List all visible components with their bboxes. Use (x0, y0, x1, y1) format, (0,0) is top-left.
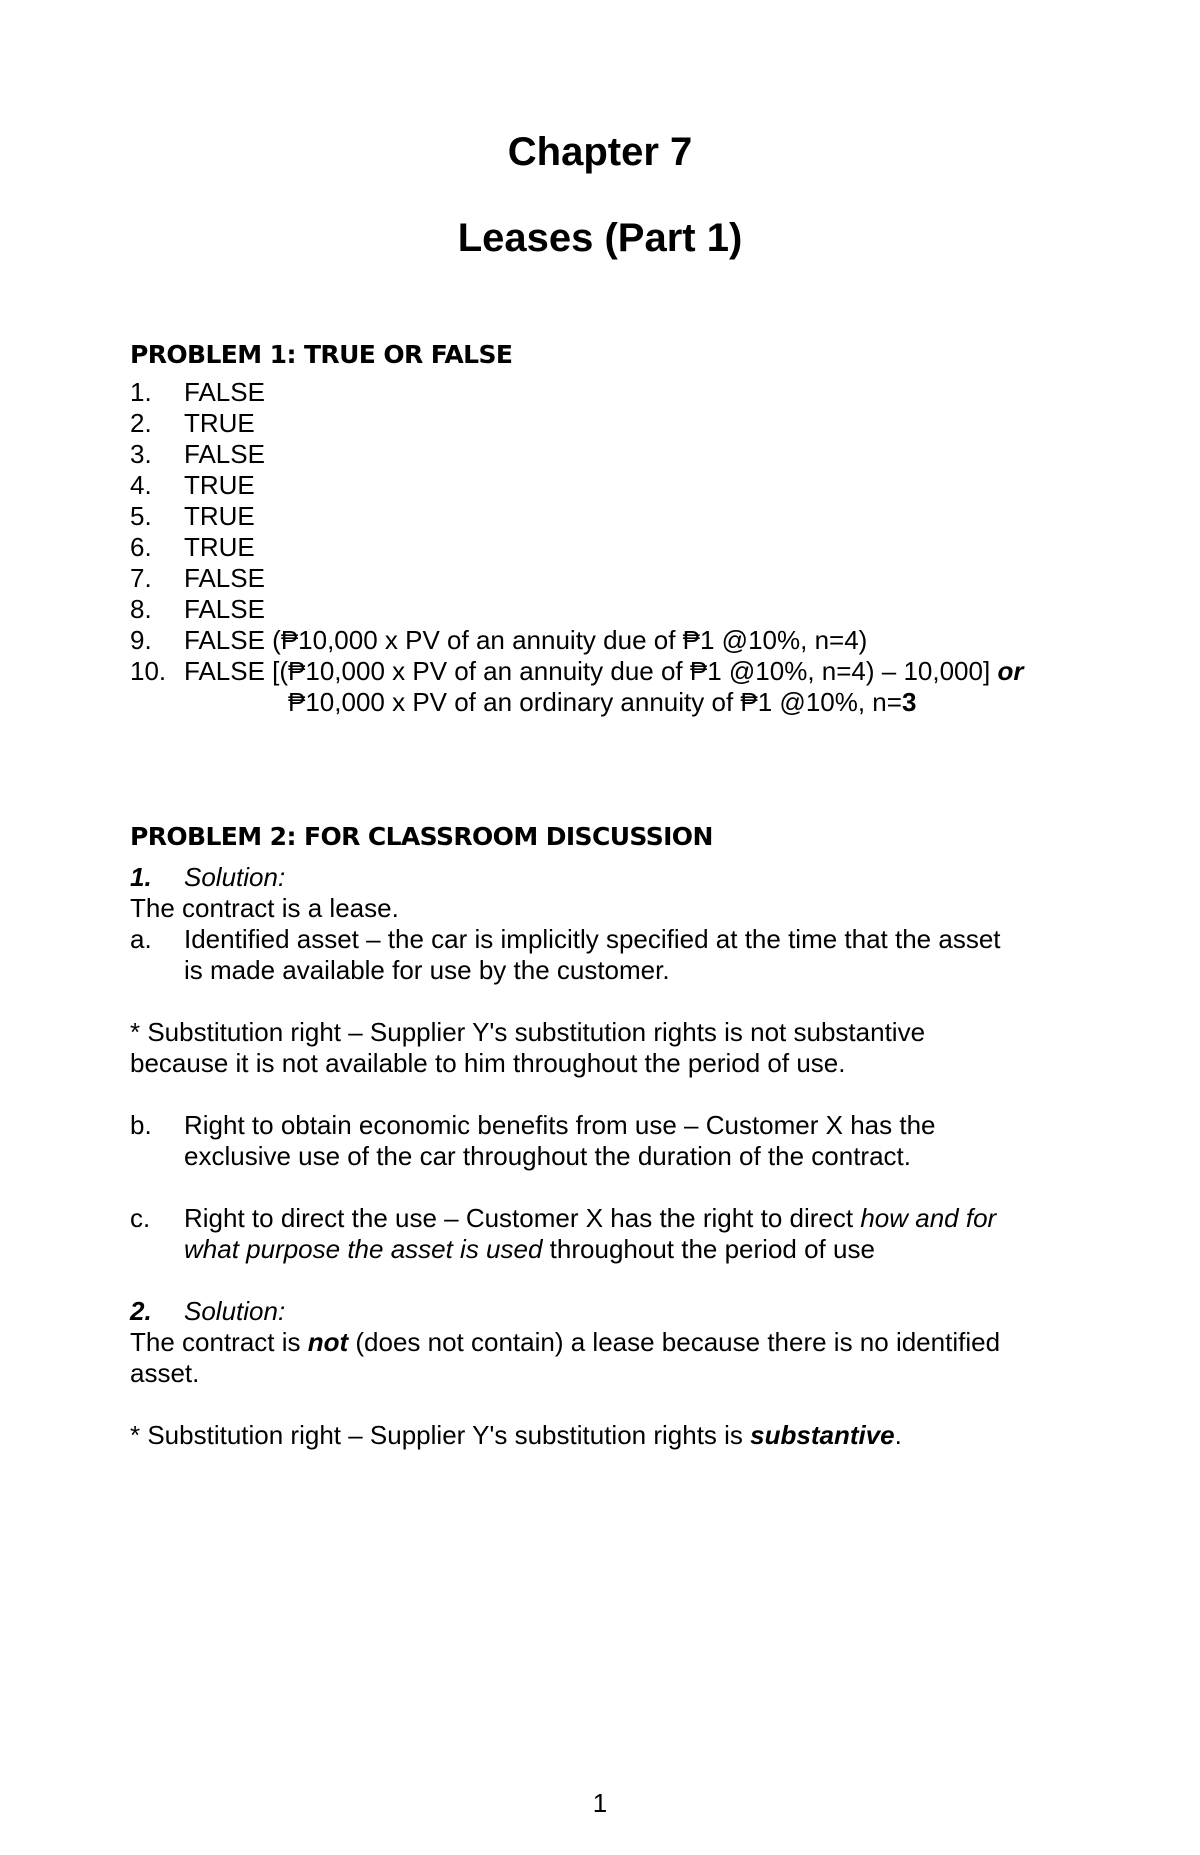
answer-item: 4. TRUE (130, 470, 255, 500)
answer-continuation: ₱10,000 x PV of an ordinary annuity of ₱1 @10%, n=3 (288, 687, 917, 717)
q1-conclusion: The contract is a lease. (130, 893, 399, 923)
q2-conclusion-continuation: asset. (130, 1358, 200, 1388)
answer-item: 5. TRUE (130, 501, 255, 531)
q2-conclusion: The contract is not (does not contain) a lease because there is no identified (130, 1327, 1001, 1357)
answer-item: 9. FALSE (₱10,000 x PV of an annuity due of ₱1 @10%, n=4) (130, 625, 868, 655)
q2-note: * Substitution right – Supplier Y's substitution rights is substantive. (130, 1420, 902, 1450)
q1-item-c: c. Right to direct the use – Customer X has the right to direct how and for (130, 1203, 997, 1233)
q1-note-line: * Substitution right – Supplier Y's substitution rights is not substantive (130, 1017, 926, 1047)
q1-item-a: a. Identified asset – the car is implicitly specified at the time that the asset (130, 924, 1001, 954)
q1-solution-label: 1. Solution: (130, 862, 286, 892)
problem1-heading: PROBLEM 1: TRUE OR FALSE (130, 340, 513, 369)
q1-note-line: because it is not available to him throughout the period of use. (130, 1048, 846, 1078)
answer-item: 10. FALSE [(₱10,000 x PV of an annuity due of ₱1 @10%, n=4) – 10,000] or (130, 656, 1024, 686)
q2-solution-label: 2. Solution: (130, 1296, 286, 1326)
answer-item: 1. FALSE (130, 377, 265, 407)
q1-item-a-continuation: is made available for use by the customer. (184, 955, 670, 985)
q1-item-b: b. Right to obtain economic benefits from use – Customer X has the (130, 1110, 936, 1140)
problem2-heading: PROBLEM 2: FOR CLASSROOM DISCUSSION (130, 822, 713, 851)
answer-item: 6. TRUE (130, 532, 255, 562)
answer-item: 2. TRUE (130, 408, 255, 438)
answer-item: 7. FALSE (130, 563, 265, 593)
page-number: 1 (592, 1788, 608, 1818)
chapter-heading: Chapter 7 (507, 130, 693, 174)
answer-item: 8. FALSE (130, 594, 265, 624)
document-title: Leases (Part 1) (457, 216, 743, 260)
answer-item: 3. FALSE (130, 439, 265, 469)
q1-item-b-continuation: exclusive use of the car throughout the duration of the contract. (184, 1141, 911, 1171)
q1-item-c-continuation: what purpose the asset is used throughout the period of use (184, 1234, 875, 1264)
